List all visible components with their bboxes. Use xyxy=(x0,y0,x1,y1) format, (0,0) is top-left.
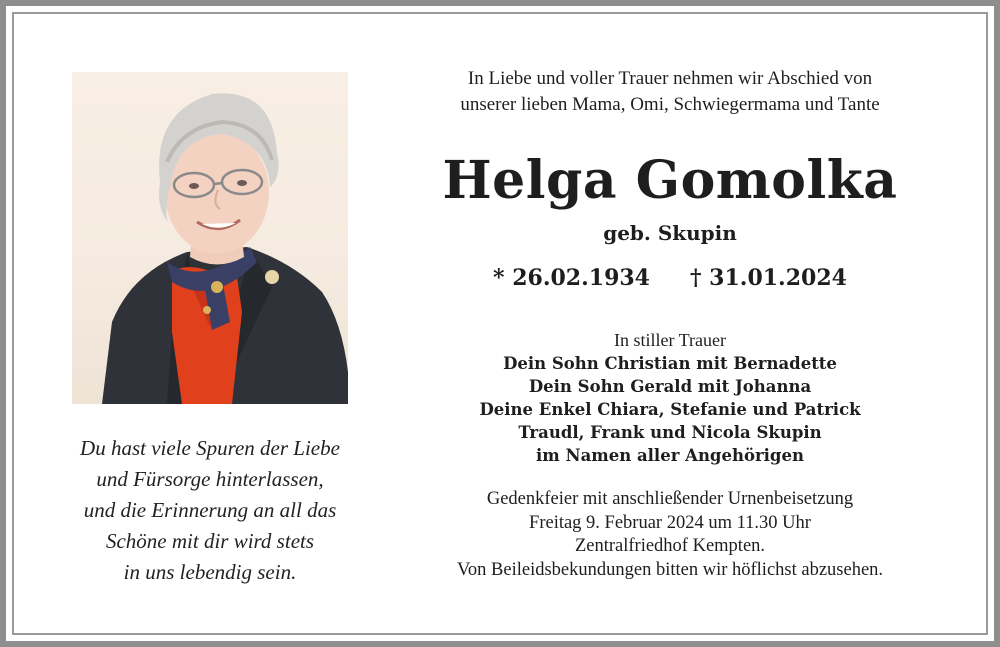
service-line: Zentralfriedhof Kempten. xyxy=(574,536,766,556)
mourner-line: im Namen aller Angehörigen xyxy=(536,446,804,465)
intro-line: unserer lieben Mama, Omi, Schwiegermama und Tante xyxy=(460,94,880,115)
mourner-line: Dein Sohn Christian mit Bernadette xyxy=(503,354,837,373)
mourner-line: Dein Sohn Gerald mit Johanna xyxy=(528,377,812,396)
quote-line: Du hast viele Spuren der Liebe xyxy=(80,436,340,460)
death-date: † 31.01.2024 xyxy=(690,265,847,291)
portrait-illustration xyxy=(72,72,348,404)
life-dates xyxy=(410,263,930,293)
service-line: Freitag 9. Februar 2024 um 11.30 Uhr xyxy=(529,512,811,533)
deceased-name: Helga Gomolka xyxy=(442,150,898,211)
mourners-lead: In stiller Trauer xyxy=(614,330,726,350)
service-line: Von Beileidsbekundungen bitten wir höflichst abzusehen. xyxy=(456,559,884,580)
quote-line: Schöne mit dir wird stets xyxy=(105,529,315,553)
quote-line: und die Erinnerung an all das xyxy=(83,498,337,522)
service-line: Gedenkfeier mit anschließender Urnenbeisetzung xyxy=(486,489,854,509)
mourners-block xyxy=(410,329,930,467)
mourner-line: Traudl, Frank und Nicola Skupin xyxy=(518,423,822,442)
intro-line: In Liebe und voller Trauer nehmen wir Abschied von xyxy=(467,68,873,89)
mourner-line: Deine Enkel Chiara, Stefanie und Patrick xyxy=(479,400,861,419)
portrait-photo xyxy=(72,72,348,404)
birth-name: geb. Skupin xyxy=(603,221,737,245)
quote-line: in uns lebendig sein. xyxy=(123,560,297,584)
birth-date: * 26.02.1934 xyxy=(493,265,650,291)
quote-line: und Fürsorge hinterlassen, xyxy=(96,467,324,491)
service-info xyxy=(410,488,930,582)
memorial-quote xyxy=(40,433,380,588)
intro-text xyxy=(410,66,930,118)
